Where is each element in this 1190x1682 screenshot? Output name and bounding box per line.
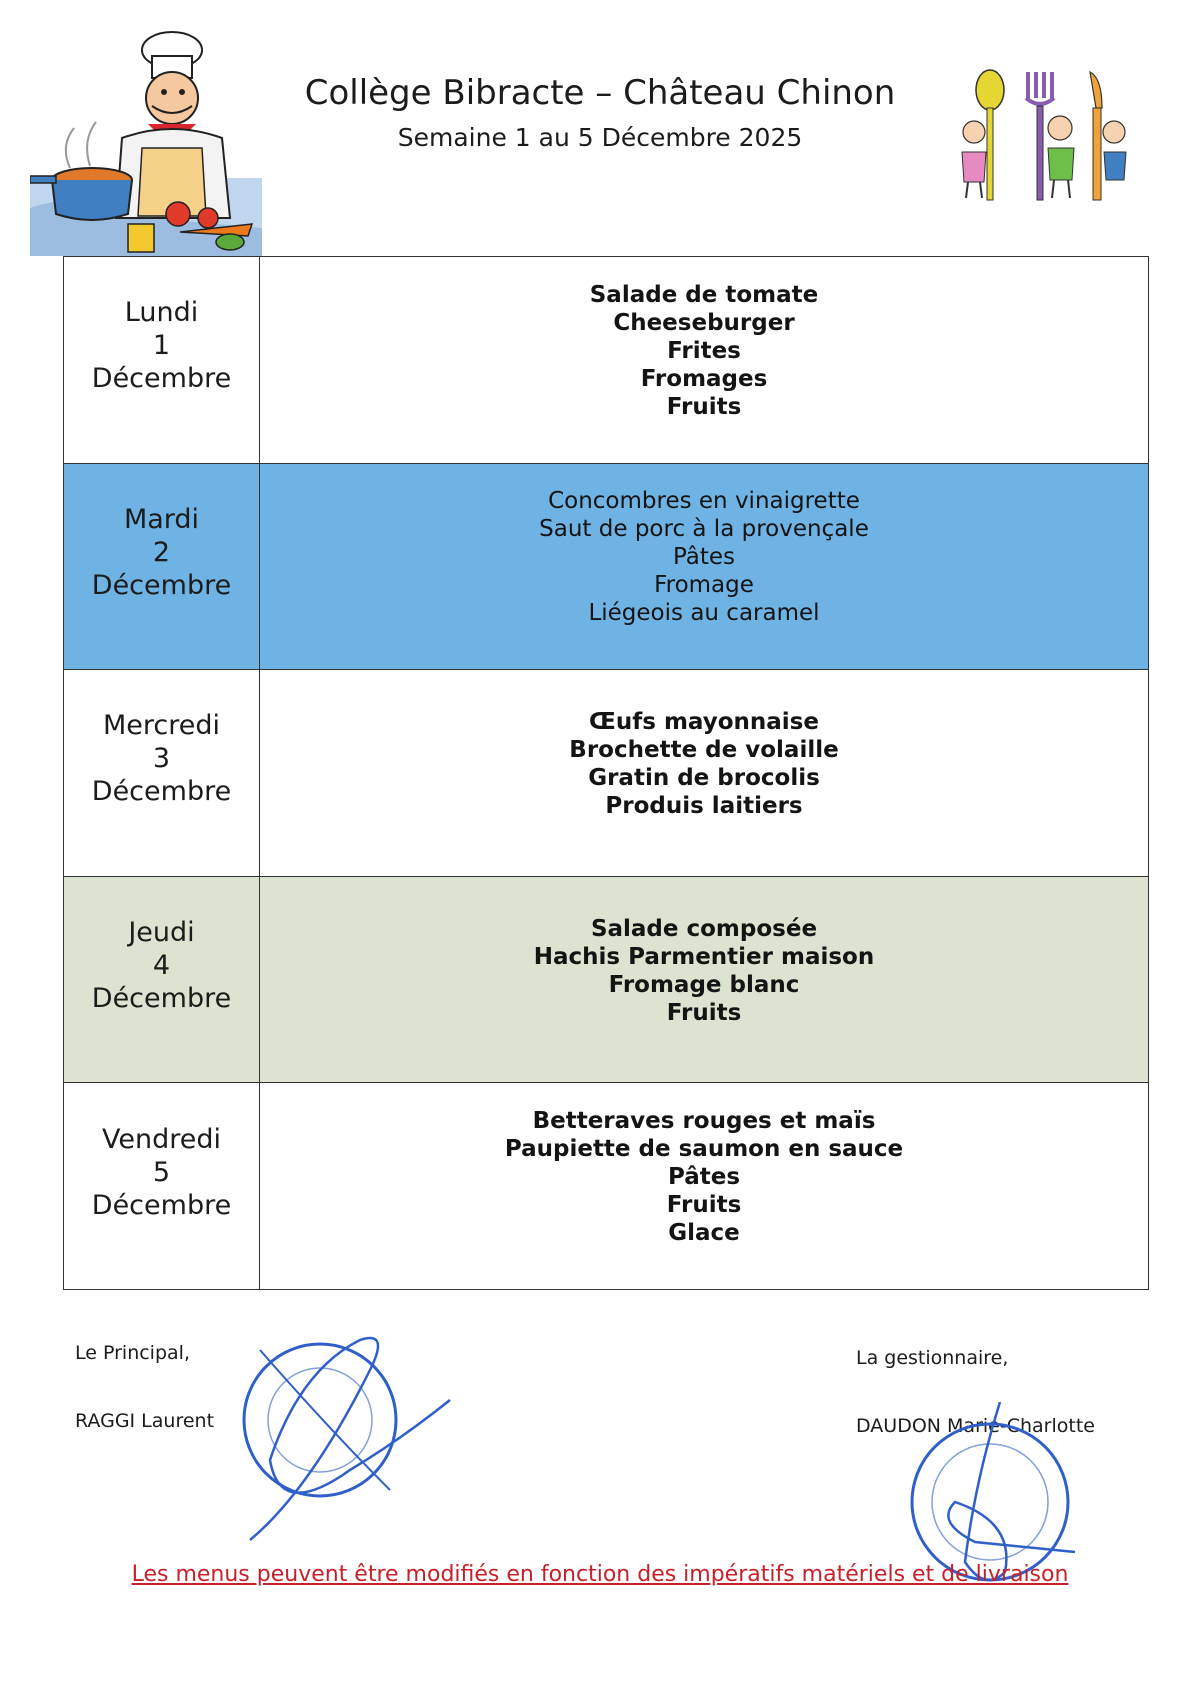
day-month: Décembre: [91, 363, 232, 395]
day-month: Décembre: [91, 569, 232, 601]
dish-item: Paupiette de saumon en sauce: [504, 1136, 904, 1163]
day-date: 2: [152, 536, 171, 568]
dish-item: Hachis Parmentier maison: [533, 943, 875, 970]
day-date: 1: [152, 330, 171, 362]
dish-item: Œufs mayonnaise: [589, 708, 819, 735]
day-cell: [64, 1083, 260, 1289]
dish-item: Cheeseburger: [613, 309, 795, 336]
principal-stamp-signature: [220, 1310, 460, 1550]
modification-disclaimer: Les menus peuvent être modifiés en fonction des impératifs matériels et de livraison: [131, 1562, 1069, 1587]
day-name: Mercredi: [102, 710, 221, 742]
dishes-cell: [260, 257, 1148, 463]
day-date: 5: [152, 1156, 171, 1188]
day-name: Mardi: [123, 503, 200, 535]
dish-item: Fruits: [666, 1192, 742, 1219]
dish-item: Fromage blanc: [608, 971, 800, 998]
day-date: 4: [152, 950, 171, 982]
dish-item: Pâtes: [667, 1164, 741, 1191]
dishes-cell: [260, 877, 1148, 1083]
day-cell: [64, 877, 260, 1083]
dish-item: Pâtes: [672, 544, 736, 571]
dish-item: Liégeois au caramel: [588, 600, 820, 627]
weekly-menu-table: [63, 256, 1149, 1290]
day-date: 3: [152, 743, 171, 775]
dish-item: Saut de porc à la provençale: [539, 516, 869, 543]
dish-item: Betteraves rouges et maïs: [532, 1108, 876, 1135]
day-name: Lundi: [124, 297, 199, 329]
day-month: Décembre: [91, 983, 232, 1015]
day-cell: [64, 670, 260, 876]
dish-item: Produis laitiers: [605, 792, 803, 819]
day-month: Décembre: [91, 776, 232, 808]
kids-cutlery-illustration: [950, 68, 1128, 206]
dish-item: Gratin de brocolis: [588, 764, 820, 791]
dish-item: Fromage: [654, 572, 754, 599]
chef-illustration: [30, 28, 262, 256]
dish-item: Frites: [667, 337, 741, 364]
dish-item: Salade composée: [590, 915, 818, 942]
day-name: Jeudi: [128, 917, 195, 949]
dishes-cell: [260, 1083, 1148, 1289]
day-month: Décembre: [91, 1189, 232, 1221]
menu-row-friday: [64, 1082, 1148, 1289]
gestionnaire-name: DAUDON Marie-Charlotte: [856, 1415, 1095, 1437]
menu-row-wednesday: [64, 669, 1148, 876]
dish-item: Salade de tomate: [589, 281, 819, 308]
day-cell: [64, 464, 260, 670]
gestionnaire-label: La gestionnaire,: [856, 1347, 1009, 1369]
menu-row-tuesday: [64, 463, 1148, 670]
dishes-cell: [260, 464, 1148, 670]
dish-item: Brochette de volaille: [569, 736, 839, 763]
page-title: Collège Bibracte – Château Chinon: [304, 73, 896, 113]
day-name: Vendredi: [102, 1123, 221, 1155]
principal-label: Le Principal,: [75, 1342, 190, 1364]
menu-row-thursday: [64, 876, 1148, 1083]
dish-item: Fruits: [666, 999, 742, 1026]
week-subtitle: Semaine 1 au 5 Décembre 2025: [397, 123, 803, 152]
dish-item: Fruits: [666, 393, 742, 420]
menu-row-monday: [64, 257, 1148, 463]
dish-item: Glace: [668, 1220, 740, 1247]
principal-name: RAGGI Laurent: [75, 1410, 215, 1432]
dishes-cell: [260, 670, 1148, 876]
day-cell: [64, 257, 260, 463]
dish-item: Fromages: [640, 365, 768, 392]
dish-item: Concombres en vinaigrette: [548, 488, 860, 515]
